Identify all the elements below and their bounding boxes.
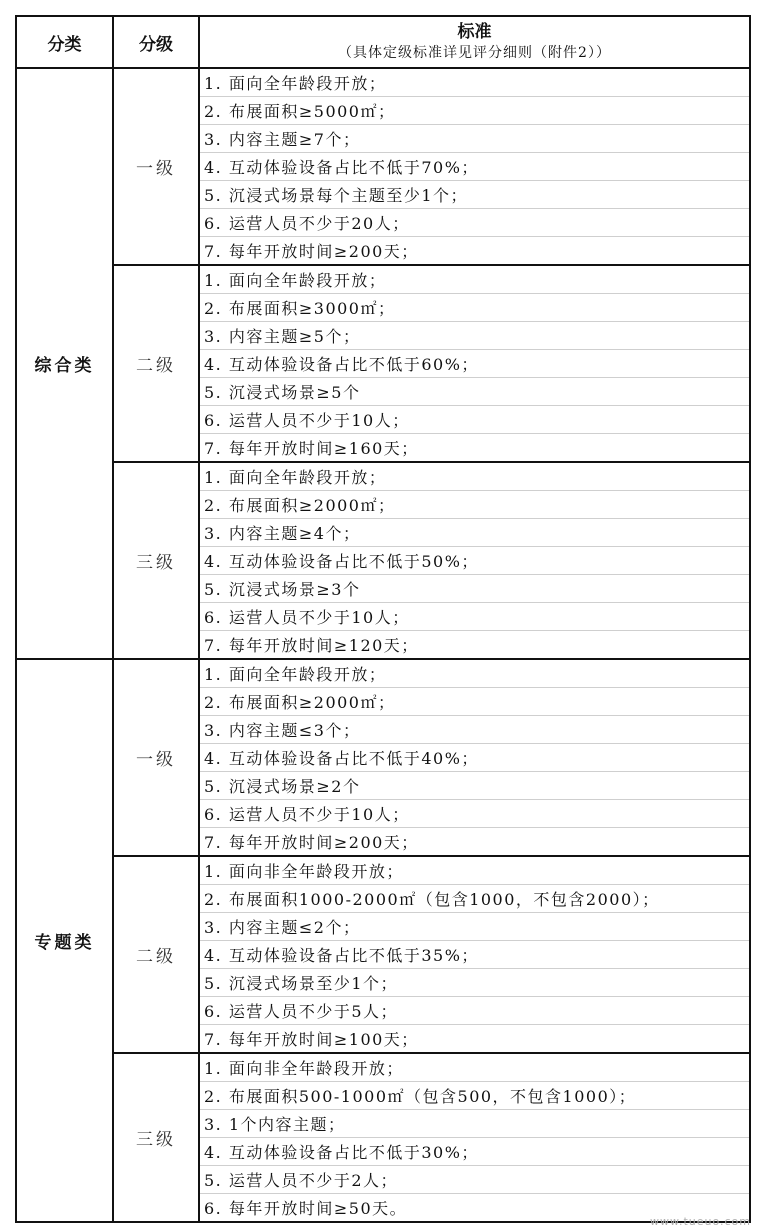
table-row xyxy=(16,856,750,885)
standard-item: 5. 沉浸式场景至少1个； xyxy=(199,969,750,997)
category-cell: 综合类 xyxy=(16,68,113,659)
table-row xyxy=(16,462,750,491)
header-standard xyxy=(199,16,750,68)
standard-item: 1. 面向全年龄段开放； xyxy=(199,265,750,294)
header-standard-title: 标准 xyxy=(457,22,492,42)
standard-item: 2. 布展面积≥2000㎡； xyxy=(199,688,750,716)
standard-item: 7. 每年开放时间≥100天； xyxy=(199,1025,750,1054)
standard-item: 6. 每年开放时间≥50天。 xyxy=(199,1194,750,1223)
standard-item: 4. 互动体验设备占比不低于50%； xyxy=(199,547,750,575)
table-row xyxy=(16,265,750,294)
standard-item: 4. 互动体验设备占比不低于35%； xyxy=(199,941,750,969)
standard-item: 6. 运营人员不少于5人； xyxy=(199,997,750,1025)
standard-item: 7. 每年开放时间≥120天； xyxy=(199,631,750,660)
standard-item: 3. 内容主题≤2个； xyxy=(199,913,750,941)
header-standard-note: （具体定级标准详见评分细则（附件2）） xyxy=(338,45,611,61)
standard-item: 1. 面向非全年龄段开放； xyxy=(199,1053,750,1082)
header-row xyxy=(16,16,750,68)
level-cell: 二级 xyxy=(113,856,199,1053)
standard-item: 5. 沉浸式场景≥3个 xyxy=(199,575,750,603)
standard-item: 5. 运营人员不少于2人； xyxy=(199,1166,750,1194)
standard-item: 3. 内容主题≥5个； xyxy=(199,322,750,350)
standard-item: 3. 内容主题≥4个； xyxy=(199,519,750,547)
standard-item: 4. 互动体验设备占比不低于70%； xyxy=(199,153,750,181)
standard-item: 4. 互动体验设备占比不低于60%； xyxy=(199,350,750,378)
table-row xyxy=(16,659,750,688)
standard-item: 2. 布展面积≥3000㎡； xyxy=(199,294,750,322)
standard-item: 1. 面向全年龄段开放； xyxy=(199,462,750,491)
watermark: www.tueuo.com xyxy=(649,1215,751,1228)
standard-item: 5. 沉浸式场景≥5个 xyxy=(199,378,750,406)
standard-item: 4. 互动体验设备占比不低于30%； xyxy=(199,1138,750,1166)
standard-item: 6. 运营人员不少于20人； xyxy=(199,209,750,237)
standard-item: 1. 面向全年龄段开放； xyxy=(199,659,750,688)
standard-item: 5. 沉浸式场景≥2个 xyxy=(199,772,750,800)
level-cell: 二级 xyxy=(113,265,199,462)
level-cell: 三级 xyxy=(113,1053,199,1222)
table-row xyxy=(16,1053,750,1082)
standard-item: 6. 运营人员不少于10人； xyxy=(199,800,750,828)
standard-item: 3. 内容主题≤3个； xyxy=(199,716,750,744)
standards-table xyxy=(15,15,751,1223)
standard-item: 6. 运营人员不少于10人； xyxy=(199,603,750,631)
standard-item: 7. 每年开放时间≥200天； xyxy=(199,237,750,266)
standard-item: 5. 沉浸式场景每个主题至少1个； xyxy=(199,181,750,209)
standard-item: 2. 布展面积≥5000㎡； xyxy=(199,97,750,125)
standard-item: 4. 互动体验设备占比不低于40%； xyxy=(199,744,750,772)
level-cell: 一级 xyxy=(113,68,199,265)
level-cell: 一级 xyxy=(113,659,199,856)
standard-item: 2. 布展面积≥2000㎡； xyxy=(199,491,750,519)
standard-item: 3. 1个内容主题； xyxy=(199,1110,750,1138)
level-cell: 三级 xyxy=(113,462,199,659)
standard-item: 3. 内容主题≥7个； xyxy=(199,125,750,153)
standard-item: 2. 布展面积1000-2000㎡（包含1000，不包含2000）； xyxy=(199,885,750,913)
header-level: 分级 xyxy=(113,16,199,68)
category-cell: 专题类 xyxy=(16,659,113,1222)
standard-item: 6. 运营人员不少于10人； xyxy=(199,406,750,434)
standard-item: 7. 每年开放时间≥200天； xyxy=(199,828,750,857)
standard-item: 2. 布展面积500-1000㎡（包含500，不包含1000）； xyxy=(199,1082,750,1110)
standard-item: 1. 面向全年龄段开放； xyxy=(199,68,750,97)
table-row xyxy=(16,68,750,97)
standards-body xyxy=(16,68,750,1222)
standard-item: 1. 面向非全年龄段开放； xyxy=(199,856,750,885)
standard-item: 7. 每年开放时间≥160天； xyxy=(199,434,750,463)
header-category: 分类 xyxy=(16,16,113,68)
